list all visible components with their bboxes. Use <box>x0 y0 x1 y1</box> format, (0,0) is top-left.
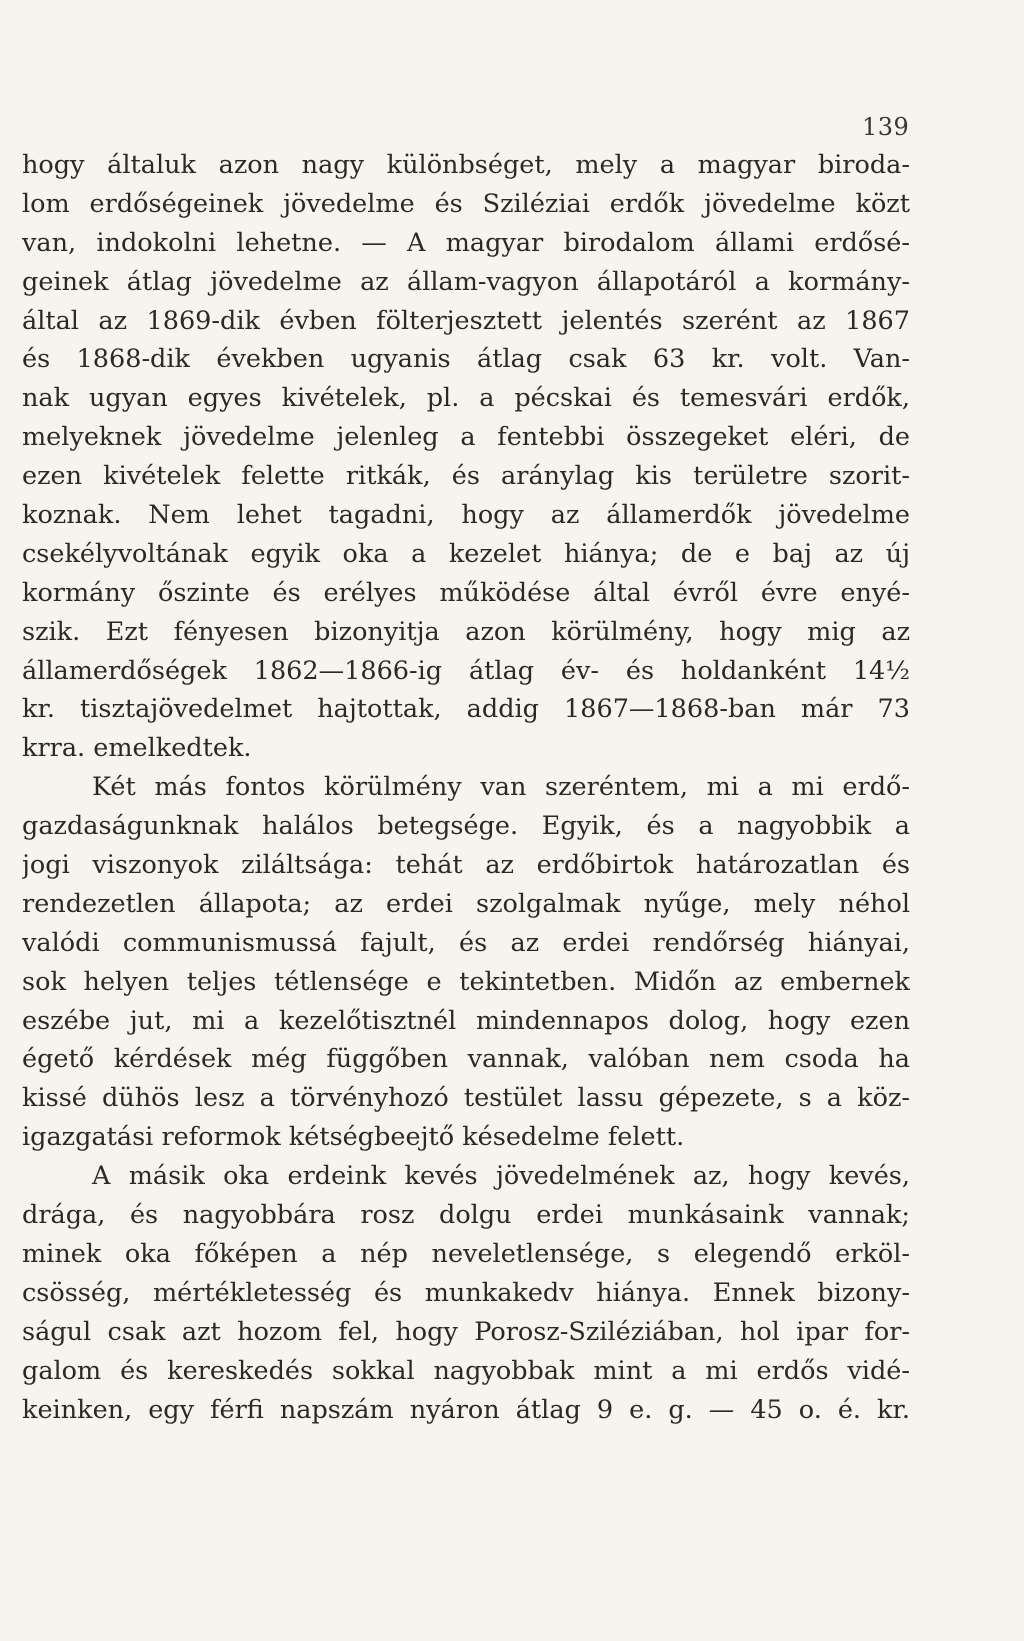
page-number: 139 <box>862 113 910 141</box>
paragraph-first-line: Két más fontos körülmény van szeréntem, mi a mi erdő- <box>92 772 910 803</box>
text-line: valódi communismussá fajult, és az erdei rendőrség hiányai, <box>22 927 910 958</box>
text-line: sok helyen teljes tétlensége e tekintetben. Midőn az embernek <box>22 966 910 997</box>
text-line: van, indokolni lehetne. — A magyar birodalom állami erdősé- <box>22 227 910 258</box>
text-line: ságul csak azt hozom fel, hogy Porosz-Sziléziában, hol ipar for- <box>22 1316 910 1347</box>
text-line: és 1868-dik években ugyanis átlag csak 63 kr. volt. Van- <box>22 344 910 375</box>
text-line: koznak. Nem lehet tagadni, hogy az államerdők jövedelme <box>22 500 910 531</box>
text-line: igazgatási reformok kétségbeejtő késedelme felett. <box>22 1122 685 1153</box>
paragraph-first-line: A másik oka erdeink kevés jövedelmének az, hogy kevés, <box>92 1161 910 1192</box>
text-line: galom és kereskedés sokkal nagyobbak mint a mi erdős vidé- <box>22 1355 910 1386</box>
text-line: által az 1869-dik évben fölterjesztett jelentés szerént az 1867 <box>22 305 910 336</box>
text-line: nak ugyan egyes kivételek, pl. a pécskai és temesvári erdők, <box>22 383 910 414</box>
text-line: lom erdőségeinek jövedelme és Sziléziai erdők jövedelme közt <box>22 188 910 219</box>
text-line: jogi viszonyok ziláltsága: tehát az erdőbirtok határozatlan és <box>22 850 910 881</box>
text-line: szik. Ezt fényesen bizonyitja azon körülmény, hogy mig az <box>22 616 910 647</box>
text-line: geinek átlag jövedelme az állam-vagyon állapotáról a kormány- <box>22 266 910 297</box>
text-line: gazdaságunknak halálos betegsége. Egyik, és a nagyobbik a <box>22 811 910 842</box>
text-line: minek oka főképen a nép neveletlensége, s elegendő erköl- <box>22 1238 910 1269</box>
text-line: eszébe jut, mi a kezelőtisztnél mindennapos dolog, hogy ezen <box>22 1005 910 1036</box>
text-line: kr. tisztajövedelmet hajtottak, addig 1867—1868-ban már 73 <box>22 694 910 725</box>
text-line: államerdőségek 1862—1866-ig átlag év- és holdanként 14½ <box>22 655 910 686</box>
text-line: rendezetlen állapota; az erdei szolgalmak nyűge, mely néhol <box>22 888 910 919</box>
text-line: keinken, egy férfi napszám nyáron átlag 9 e. g. — 45 o. é. kr. <box>22 1394 910 1425</box>
text-line: krra. emelkedtek. <box>22 733 252 764</box>
text-line: hogy általuk azon nagy különbséget, mely a magyar biroda- <box>22 150 910 180</box>
text-line: kormány őszinte és erélyes működése által évről évre enyé- <box>22 577 910 608</box>
text-line: melyeknek jövedelme jelenleg a fentebbi összegeket eléri, de <box>22 422 910 453</box>
text-line: égető kérdések még függőben vannak, valóban nem csoda ha <box>22 1044 910 1075</box>
text-line: csekélyvoltának egyik oka a kezelet hiánya; de e baj az új <box>22 538 910 569</box>
text-line: drága, és nagyobbára rosz dolgu erdei munkásaink vannak; <box>22 1200 910 1231</box>
text-line: ezen kivételek felette ritkák, és aránylag kis területre szorit- <box>22 461 910 492</box>
text-line: csösség, mértékletesség és munkakedv hiánya. Ennek bizony- <box>22 1277 910 1308</box>
text-line: kissé dühös lesz a törvényhozó testület lassu gépezete, s a köz- <box>22 1083 910 1114</box>
body-text <box>22 146 910 1429</box>
